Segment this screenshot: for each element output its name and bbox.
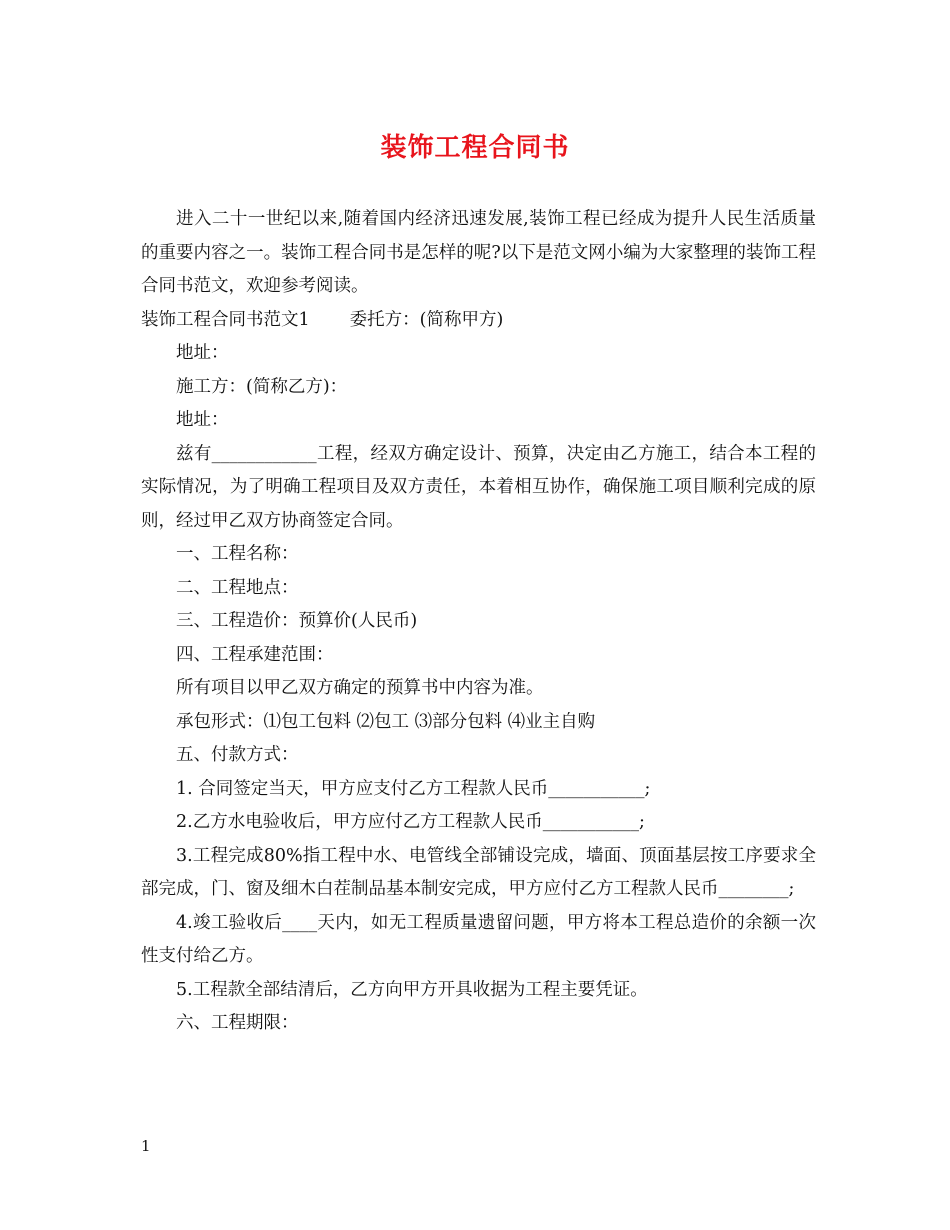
contract-form: 承包形式：⑴包工包料 ⑵包工 ⑶部分包料 ⑷业主自购 [176,711,596,732]
page-number: 1 [141,1137,151,1155]
section-project-name: 一、工程名称： [176,544,299,564]
payment-item-3: 3.工程完成80%指工程中水、电管线全部铺设完成，墙面、顶面基层按工序要求全部完成，门、窗及细木白茬制品基本制安完成，甲方应付乙方工程款人民币________; [141,845,816,899]
section-project-location: 二、工程地点： [176,577,299,598]
payment-item-2: 2.乙方水电验收后，甲方应付乙方工程款人民币___________; [176,812,645,832]
contractor-line: 施工方：(简称乙方)： [176,376,348,397]
section-payment: 五、付款方式： [176,745,299,765]
client-line: 委托方：(简称甲方) [349,309,504,330]
payment-item-4: 4.竣工验收后____天内，如无工程质量遗留问题，甲方将本工程总造价的余额一次性支付给乙方。 [141,912,816,966]
intro-paragraph: 进入二十一世纪以来,随着国内经济迅速发展,装饰工程已经成为提升人民生活质量的重要内容之一。装饰工程合同书是怎样的呢?以下是范文网小编为大家整理的装饰工程合同书范文，欢迎参考阅读。 [141,209,816,296]
document-title: 装饰工程合同书 [380,133,570,163]
sample-heading: 装饰工程合同书范文1 [141,309,310,330]
section-project-period: 六、工程期限： [176,1013,299,1033]
payment-item-1: 1. 合同签定当天，甲方应支付乙方工程款人民币___________; [176,778,651,799]
preamble-paragraph: 兹有____________工程，经双方确定设计、预算，决定由乙方施工，结合本工程的实际情况，为了明确工程项目及双方责任，本着相互协作，确保施工项目顺利完成的原则，经过甲乙双方协商签定合同。 [141,443,816,531]
scope-text: 所有项目以甲乙双方确定的预算书中内容为准。 [176,678,544,698]
client-address: 地址： [176,343,229,363]
document-body [141,203,816,1041]
payment-item-5: 5.工程款全部结清后，乙方向甲方开具收据为工程主要凭证。 [176,979,648,1000]
contractor-address: 地址： [176,410,229,430]
section-project-scope: 四、工程承建范围： [176,644,334,665]
section-project-cost: 三、工程造价：预算价(人民币) [176,611,418,631]
sample-heading-line [141,304,816,338]
